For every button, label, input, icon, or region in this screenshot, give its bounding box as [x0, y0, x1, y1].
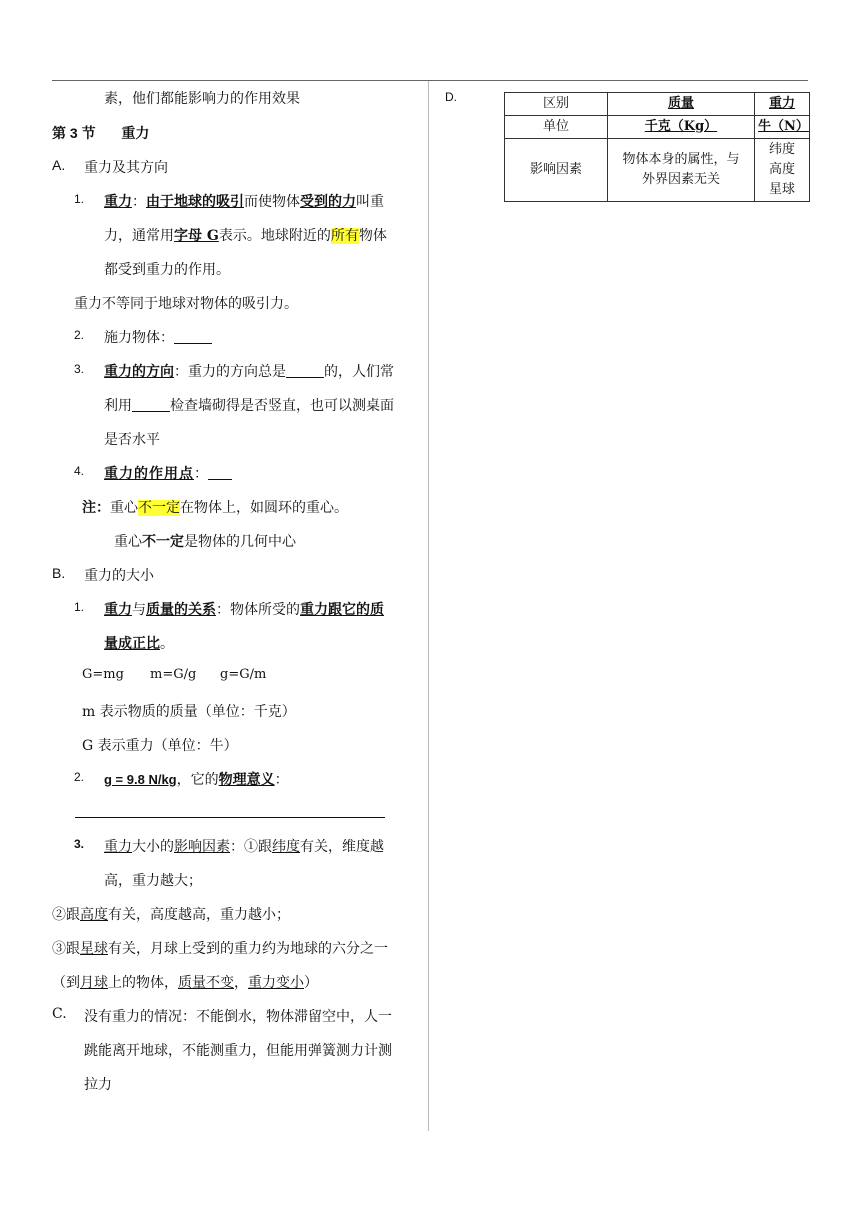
term-direction: 重力的方向 — [104, 364, 174, 380]
part-a-heading — [52, 157, 168, 176]
b-item1-line2 — [104, 633, 174, 653]
mass-unchanged: 质量不变 — [178, 975, 234, 991]
a-item2-num: 2. — [74, 328, 85, 342]
text: 在物体上，如圆环的重心。 — [180, 500, 348, 516]
proportional-statement-end: 量成正比 — [104, 636, 160, 652]
part-b-heading — [52, 565, 154, 584]
weight-factor-planet: 星球 — [768, 182, 795, 197]
altitude: 高度 — [80, 907, 108, 923]
text: 检查墙砌得是否竖直，也可以测桌面 — [170, 398, 394, 414]
text: 叫重 — [356, 194, 384, 210]
note-line1 — [82, 497, 348, 517]
section-title: 重力 — [121, 125, 150, 141]
formulas — [82, 667, 267, 682]
text: 上的物体， — [108, 975, 178, 991]
part-a-label: A. — [52, 157, 66, 173]
a-item4 — [74, 463, 208, 482]
a-item3-line3: 是否水平 — [104, 432, 160, 448]
part-c-line1 — [52, 1006, 392, 1025]
column-divider — [428, 81, 429, 1131]
weight-factor-latitude: 纬度 — [768, 142, 795, 157]
weight-factor-cell — [755, 139, 810, 202]
blank-direction — [286, 363, 324, 378]
formula-m-g-g: m=G/g — [150, 667, 197, 682]
mass-factor-line2: 外界因素无关 — [641, 172, 720, 187]
a-item2-text: 施力物体： — [104, 330, 174, 346]
bold-not-necessarily: 不一定 — [142, 534, 184, 550]
weight-factor-altitude: 高度 — [768, 162, 795, 177]
factor-moon — [52, 972, 318, 992]
a-item1-line3: 都受到重力的作用。 — [104, 262, 230, 278]
proportional-statement: 重力跟它的质 — [300, 602, 384, 618]
part-c-text1: 没有重力的情况：不能倒水，物体滞留空中，人一 — [84, 1009, 392, 1025]
term-gravity: 重力 — [104, 839, 132, 855]
a-item1-line2 — [104, 225, 387, 245]
text: 物体 — [358, 228, 387, 244]
text: 表示。地球附近的 — [218, 228, 331, 244]
section-number: 第 3 节 — [52, 125, 96, 141]
planet: 星球 — [80, 941, 108, 957]
g-constant: g = 9.8 N/kg — [104, 772, 177, 787]
mass-factor-line1: 物体本身的属性，与 — [622, 152, 740, 167]
text: ③跟 — [52, 941, 80, 957]
b-item3-line2: 高，重力越大； — [104, 873, 202, 889]
header-mass: 质量 — [608, 93, 755, 116]
part-d-label: D. — [445, 90, 457, 104]
text: ②跟 — [52, 907, 80, 923]
text: ， — [234, 975, 248, 991]
moon: 月球 — [80, 975, 108, 991]
term-gravity: 重力 — [104, 602, 132, 618]
gravity-cause: 由于地球的吸引 — [146, 194, 244, 210]
a-item4-num: 4. — [74, 464, 85, 478]
text: 有关，高度越高，重力越小； — [108, 907, 290, 923]
g-description: G 表示重力（单位：牛） — [82, 738, 238, 754]
part-a-title: 重力及其方向 — [84, 160, 168, 176]
table-row-unit — [505, 116, 810, 139]
text: ：重力的方向总是 — [174, 364, 286, 380]
part-b-label: B. — [52, 565, 66, 581]
weight-decreases: 重力变小 — [248, 975, 304, 991]
text: 大小的 — [132, 839, 174, 855]
text: 有关，月球上受到的重力约为地球的六分之一 — [108, 941, 388, 957]
term-point: 重力的作用点 — [104, 466, 194, 482]
unit-weight: 牛（N） — [755, 116, 810, 139]
b-item3-num: 3. — [74, 837, 85, 851]
top-rule — [52, 80, 808, 81]
text: 力，通常用 — [104, 228, 174, 244]
term-relationship: 质量的关系 — [146, 602, 216, 618]
part-c-line2: 跳能离开地球，不能测重力，但能用弹簧测力计测 — [84, 1043, 392, 1059]
a-item2 — [74, 327, 174, 346]
formula-g-g-m: g=G/m — [220, 667, 267, 682]
text: （到 — [52, 975, 80, 991]
note-label: 注： — [82, 500, 110, 516]
header-difference: 区别 — [505, 93, 608, 116]
text: 。 — [160, 636, 174, 652]
colon: ： — [132, 194, 146, 210]
blank-point — [208, 465, 232, 480]
a-item3-num: 3. — [74, 362, 85, 376]
answer-blank-line — [75, 817, 385, 818]
factor-planet — [52, 938, 388, 958]
section-heading — [52, 123, 149, 143]
highlight-not-necessarily: 不一定 — [138, 500, 180, 516]
text: 的，人们常 — [324, 364, 394, 380]
table-row-factors — [505, 139, 810, 202]
header-weight: 重力 — [755, 93, 810, 116]
note-line2 — [114, 531, 296, 551]
text: 与 — [132, 602, 146, 618]
a-item1-num: 1. — [74, 192, 85, 206]
received-force: 受到的力 — [300, 194, 356, 210]
part-b-title: 重力的大小 — [84, 568, 154, 584]
text: ，它的 — [176, 772, 219, 788]
b-item1-num: 1. — [74, 600, 85, 614]
colon: ： — [274, 772, 289, 788]
b-item3-line1 — [74, 836, 384, 855]
unit-label: 单位 — [505, 116, 608, 139]
colon: ： — [194, 466, 208, 482]
text: 是物体的几何中心 — [184, 534, 296, 550]
a-item3-line1 — [74, 361, 394, 380]
term-gravity: 重力 — [104, 194, 132, 210]
physical-meaning: 物理意义 — [218, 772, 275, 788]
latitude: 纬度 — [272, 839, 300, 855]
text: 而使物体 — [244, 194, 300, 210]
factor-altitude — [52, 904, 290, 924]
part-c-label: C. — [52, 1006, 67, 1022]
mass-factor-cell — [608, 139, 755, 202]
factor-label: 影响因素 — [505, 139, 608, 202]
text: ） — [304, 975, 318, 991]
influencing-factors: 影响因素 — [174, 839, 230, 855]
blank-applying-object — [174, 329, 212, 344]
mass-weight-table — [504, 92, 810, 202]
m-description: m 表示物质的质量（单位：千克） — [82, 704, 296, 720]
a-item3-line2 — [104, 395, 394, 415]
part-c-line3: 拉力 — [84, 1077, 112, 1093]
text: 有关，维度越 — [300, 839, 384, 855]
highlight-all: 所有 — [330, 228, 359, 244]
text: 重心 — [114, 534, 142, 550]
b-item2 — [74, 769, 289, 788]
continuation-text: 素，他们都能影响力的作用效果 — [104, 91, 300, 107]
text: ：物体所受的 — [216, 602, 300, 618]
text: ：①跟 — [230, 839, 272, 855]
table-header-row — [505, 93, 810, 116]
a-item1-line1 — [74, 191, 384, 210]
blank-tool — [132, 397, 170, 412]
b-item2-num: 2. — [74, 770, 85, 784]
formula-g-mg: G=mg — [82, 667, 124, 682]
text: 重心 — [110, 500, 138, 516]
unit-mass: 千克（Kg） — [608, 116, 755, 139]
gravity-note: 重力不等同于地球对物体的吸引力。 — [74, 296, 298, 312]
b-item1-line1 — [74, 599, 384, 618]
symbol-g: 字母 G — [174, 228, 219, 244]
text: 利用 — [104, 398, 132, 414]
